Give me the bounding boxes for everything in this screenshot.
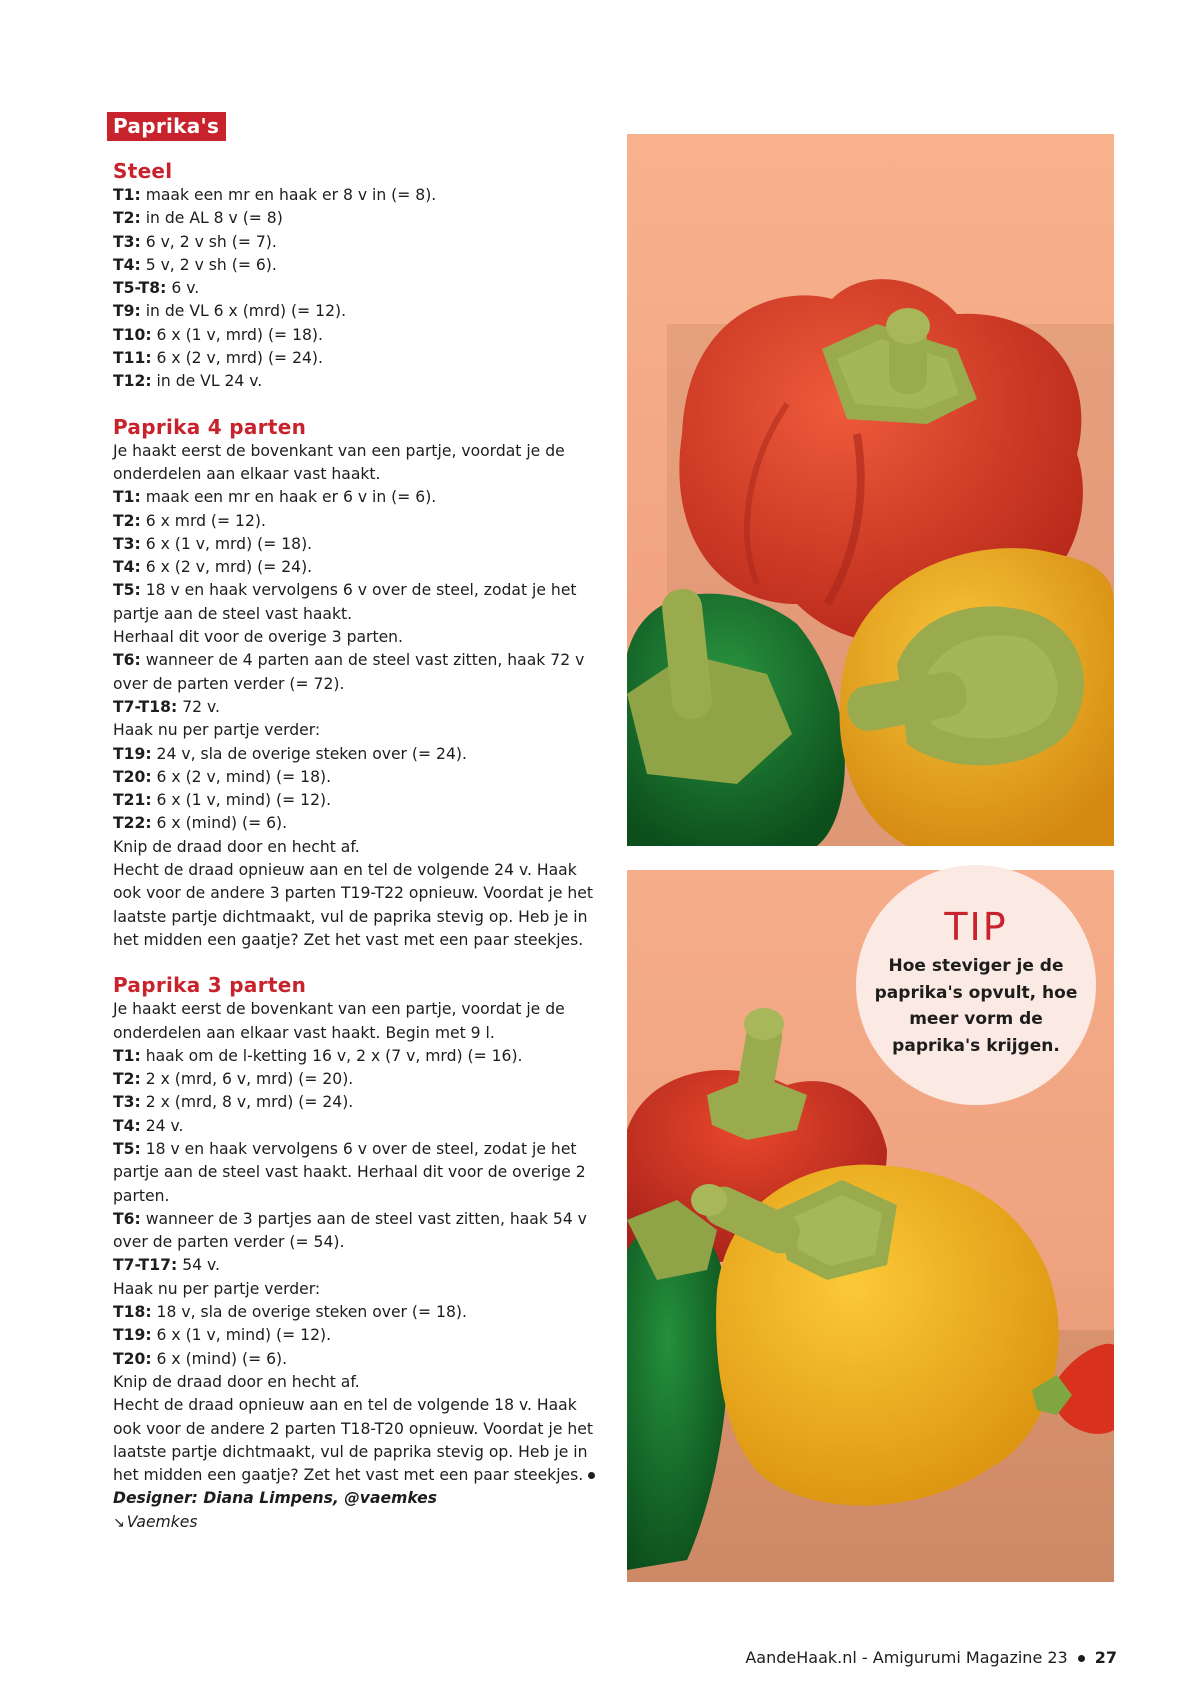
- instruction-text: 18 v en haak vervolgens 6 v over de steel, zodat je het partje aan de steel vast haakt.: [113, 581, 577, 623]
- instruction-line: [113, 1324, 603, 1347]
- instruction-line: [113, 649, 603, 696]
- round-label: T7-T17:: [113, 1256, 178, 1275]
- instruction-text: 5 v, 2 v sh (= 6).: [140, 255, 277, 274]
- instruction-line: [113, 440, 603, 487]
- instruction-line: [113, 1115, 603, 1138]
- instruction-text: 18 v en haak vervolgens 6 v over de steel, zodat je het partje aan de steel vast haakt. Herhaal dit voor de overige 2 parten.: [113, 1139, 586, 1205]
- round-label: T12:: [113, 372, 152, 391]
- instruction-text: 6 v, 2 v sh (= 7).: [140, 232, 277, 251]
- instruction-text: Knip de draad door en hecht af.: [113, 1372, 360, 1391]
- instruction-text: 6 x (mind) (= 6).: [151, 814, 288, 833]
- instruction-text: Haak nu per partje verder:: [113, 1279, 321, 1298]
- round-label: T19:: [113, 744, 152, 763]
- instruction-line: [113, 510, 603, 533]
- instruction-line: [113, 1091, 603, 1114]
- instruction-line: [113, 1208, 603, 1255]
- instruction-text: 6 v.: [166, 279, 200, 298]
- round-label: T7-T18:: [113, 697, 178, 716]
- section-steel: [113, 158, 603, 394]
- designer-credit: Designer: Diana Limpens, @vaemkes: [113, 1489, 437, 1508]
- instruction-text: 2 x (mrd, 8 v, mrd) (= 24).: [140, 1093, 354, 1112]
- tip-title: TIP: [944, 905, 1008, 949]
- instruction-text: Haak nu per partje verder:: [113, 721, 321, 740]
- round-label: T1:: [113, 186, 141, 204]
- round-label: T3:: [113, 1093, 141, 1112]
- instruction-line: [113, 1301, 603, 1324]
- instruction-text: Herhaal dit voor de overige 3 parten.: [113, 628, 404, 647]
- section-title: Paprika 3 parten: [113, 973, 307, 998]
- round-label: T1:: [113, 1046, 141, 1065]
- round-label: T5:: [113, 1139, 141, 1158]
- round-label: T2:: [113, 209, 141, 228]
- instruction-line: [113, 1138, 603, 1208]
- instruction-line: [113, 1068, 603, 1091]
- instruction-line: [113, 859, 603, 952]
- round-label: T4:: [113, 255, 141, 274]
- instruction-text: 6 x (2 v, mrd) (= 24).: [151, 349, 323, 368]
- instruction-text: 6 x (1 v, mrd) (= 18).: [151, 325, 323, 344]
- instruction-text: wanneer de 4 parten aan de steel vast zitten, haak 72 v over de parten verder (= 72).: [113, 651, 585, 693]
- instruction-line: [113, 324, 603, 347]
- instruction-text: 6 x (1 v, mind) (= 12).: [151, 791, 332, 810]
- instruction-line: [113, 300, 603, 323]
- instruction-text: 24 v.: [140, 1116, 184, 1135]
- round-label: T4:: [113, 558, 141, 577]
- instruction-text: 6 x (1 v, mrd) (= 18).: [140, 534, 313, 553]
- round-label: T20:: [113, 1349, 152, 1368]
- instruction-text: maak een mr en haak er 8 v in (= 8).: [140, 186, 437, 204]
- round-label: T5-T8:: [113, 279, 167, 298]
- instruction-line: [113, 1254, 603, 1277]
- round-label: T9:: [113, 302, 141, 321]
- photo-credit: ↘ Vaemkes: [113, 1512, 198, 1531]
- instruction-text: 6 x (1 v, mind) (= 12).: [151, 1326, 332, 1345]
- instruction-line: [113, 207, 603, 230]
- instruction-text: 6 x (mind) (= 6).: [151, 1349, 288, 1368]
- instruction-text: 24 v, sla de overige steken over (= 24).: [151, 744, 467, 763]
- round-label: T4:: [113, 1116, 141, 1135]
- instruction-line: [113, 556, 603, 579]
- section-paprika-4: [113, 414, 603, 953]
- instruction-text: Je haakt eerst de bovenkant van een partje, voordat je de onderdelen aan elkaar vast haakt.: [113, 441, 565, 483]
- round-label: T21:: [113, 791, 152, 810]
- instruction-text: haak om de l-ketting 16 v, 2 x (7 v, mrd) (= 16).: [140, 1046, 523, 1065]
- section-title: Paprika 4 parten: [113, 414, 307, 439]
- instruction-line: [113, 1045, 603, 1068]
- instruction-text: wanneer de 3 partjes aan de steel vast zitten, haak 54 v over de parten verder (= 54).: [113, 1209, 587, 1252]
- instruction-line: [113, 696, 603, 719]
- round-label: T19:: [113, 1326, 152, 1345]
- instruction-text: 18 v, sla de overige steken over (= 18).: [151, 1303, 467, 1322]
- instruction-line: [113, 184, 603, 207]
- instruction-text: 6 x mrd (= 12).: [140, 511, 266, 530]
- round-label: T2:: [113, 1070, 141, 1089]
- instruction-text: Hecht de draad opnieuw aan en tel de volgende 18 v. Haak ook voor de andere 2 parten T18-T20 opnieuw. Voordat je het laatste partje dichtmaakt, vul de paprika stevig op. Heb je in het midden een gaatje? Zet het vast met een paar steekjes.: [113, 1396, 593, 1485]
- page-number: 27: [1094, 1648, 1117, 1667]
- round-label: T22:: [113, 814, 152, 833]
- instruction-line: [113, 533, 603, 556]
- instruction-text: in de VL 24 v.: [151, 372, 263, 391]
- round-label: T3:: [113, 534, 141, 553]
- instruction-text: 6 x (2 v, mrd) (= 24).: [140, 558, 313, 577]
- footer-bullet: [1078, 1655, 1085, 1662]
- instruction-line: [113, 1348, 603, 1371]
- instruction-line: [113, 743, 603, 766]
- instruction-line: [113, 370, 603, 393]
- photo-credit-icon: ↘: [113, 1514, 125, 1531]
- instruction-text: Hecht de draad opnieuw aan en tel de volgende 24 v. Haak ook voor de andere 3 parten T19-T22 opnieuw. Voordat je het laatste partje dichtmaakt, vul de paprika stevig op. Heb je in het midden een gaatje? Zet het vast met een paar steekjes.: [113, 861, 593, 949]
- round-label: T6:: [113, 1209, 141, 1228]
- instruction-line: [113, 766, 603, 789]
- section-paprika-3: [113, 972, 603, 1535]
- instruction-line: [113, 812, 603, 835]
- instruction-line: [113, 486, 603, 509]
- round-label: T6:: [113, 651, 141, 670]
- instruction-line: [113, 789, 603, 812]
- instruction-text: in de AL 8 v (= 8): [140, 209, 283, 228]
- round-label: T11:: [113, 349, 152, 368]
- round-label: T3:: [113, 232, 141, 251]
- section-label: Paprika's: [107, 112, 226, 141]
- instruction-text: 6 x (2 v, mind) (= 18).: [151, 767, 332, 786]
- instruction-line: [113, 836, 603, 859]
- end-bullet: [588, 1472, 595, 1479]
- instruction-text: Je haakt eerst de bovenkant van een partje, voordat je de onderdelen aan elkaar vast haakt. Begin met 9 l.: [113, 1000, 565, 1042]
- instruction-line: [113, 579, 603, 626]
- round-label: T10:: [113, 325, 152, 344]
- section-title: Steel: [113, 159, 173, 183]
- instruction-line: [113, 1371, 603, 1394]
- pattern-text: [113, 158, 603, 1535]
- footer-publication: AandeHaak.nl - Amigurumi Magazine 23: [745, 1648, 1068, 1667]
- instruction-line: [113, 277, 603, 300]
- instruction-line: [113, 1278, 603, 1301]
- round-label: T1:: [113, 488, 141, 507]
- round-label: T2:: [113, 511, 141, 530]
- tip-text: Hoe steviger je de paprika's opvult, hoe meer vorm de paprika's krijgen.: [874, 956, 1078, 1056]
- page-footer: [745, 1648, 1117, 1667]
- instruction-text: 72 v.: [177, 697, 220, 716]
- tip-bubble: [856, 865, 1096, 1105]
- instruction-text: in de VL 6 x (mrd) (= 12).: [140, 302, 347, 321]
- instruction-line: [113, 998, 603, 1045]
- instruction-line: [113, 719, 603, 742]
- instruction-text: 2 x (mrd, 6 v, mrd) (= 20).: [140, 1070, 354, 1089]
- round-label: T18:: [113, 1303, 152, 1322]
- instruction-line: [113, 626, 603, 649]
- instruction-text: maak een mr en haak er 6 v in (= 6).: [140, 488, 437, 507]
- round-label: T5:: [113, 581, 141, 600]
- instruction-text: 54 v.: [177, 1256, 220, 1275]
- round-label: T20:: [113, 767, 152, 786]
- instruction-text: Knip de draad door en hecht af.: [113, 837, 360, 856]
- photo-peppers-top: [627, 134, 1114, 846]
- instruction-line: [113, 347, 603, 370]
- instruction-line: [113, 1394, 603, 1487]
- instruction-line: [113, 254, 603, 277]
- instruction-line: [113, 231, 603, 254]
